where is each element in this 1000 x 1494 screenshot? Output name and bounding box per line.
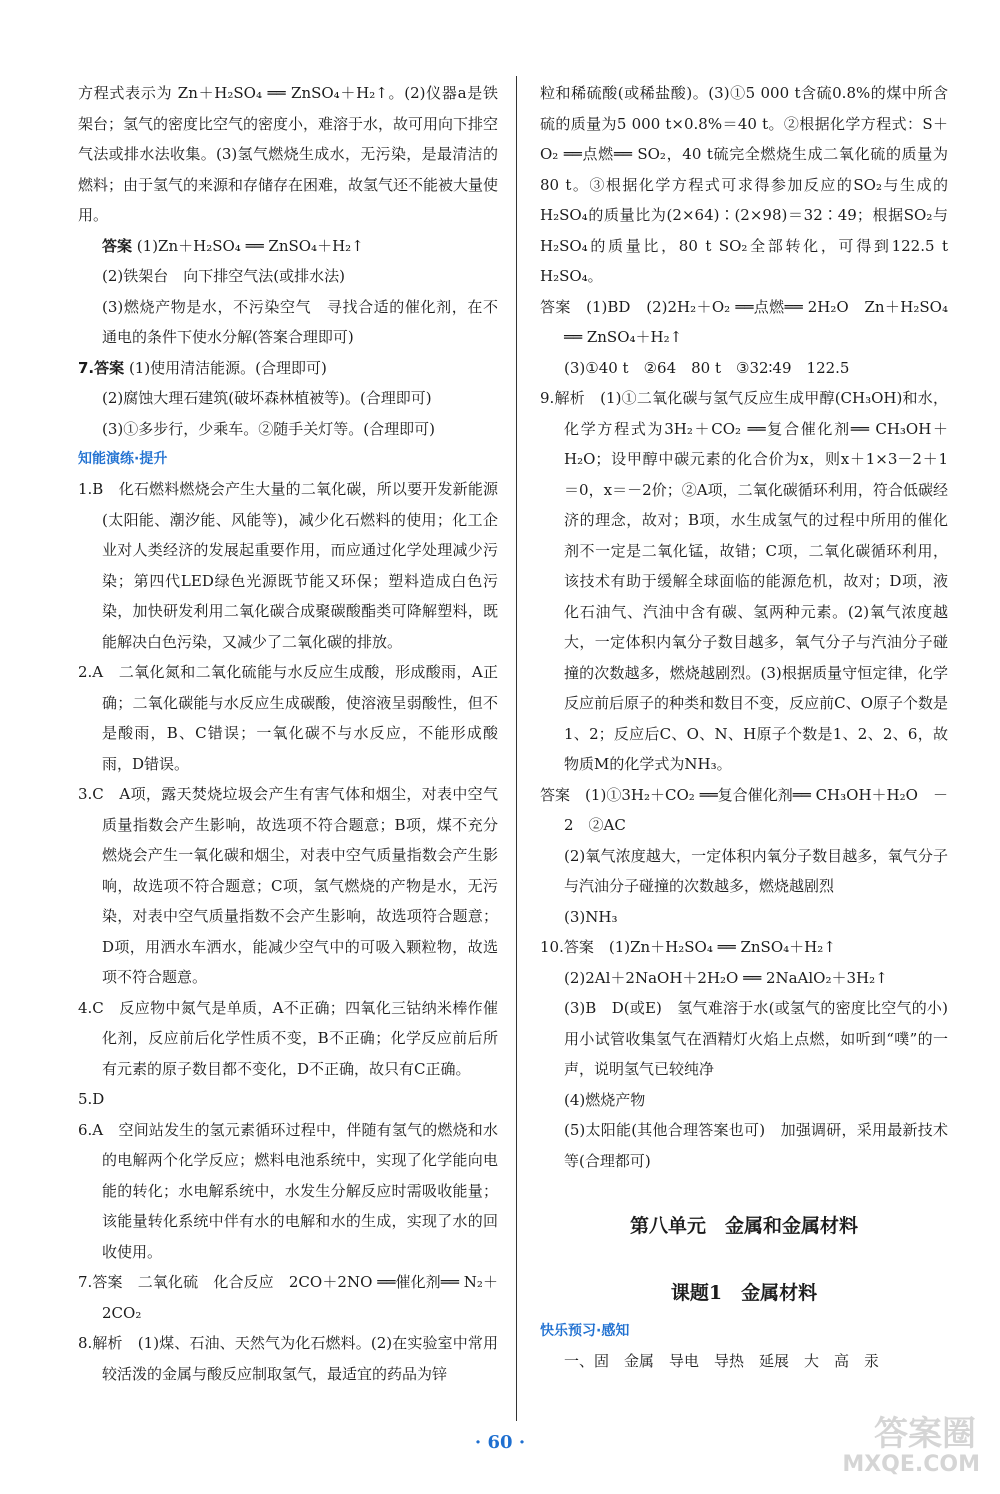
answer-q7-line1 xyxy=(78,353,498,384)
item-10-line1: 10.答案 (1)Zn＋H₂SO₄ ══ ZnSO₄＋H₂↑ xyxy=(540,938,836,956)
item-7b: 7.答案 二氧化硫 化合反应 2CO＋2NO ══催化剂══ N₂＋2CO₂ xyxy=(78,1273,498,1322)
answer-q8-line2: (3)①40 t ②64 80 t ③32∶49 122.5 xyxy=(564,358,850,377)
answer-q6-line2: (2)铁架台 向下排空气法(或排水法) xyxy=(102,267,345,285)
section-title-preview: 快乐预习·感知 xyxy=(540,1323,630,1339)
answer-q8-line1: 答案 (1)BD (2)2H₂＋O₂ ══点燃══ 2H₂O Zn＋H₂SO₄ ══ ZnSO₄＋H₂↑ xyxy=(540,297,948,346)
section-title-practice: 知能演练·提升 xyxy=(78,451,168,467)
answer-q7-line3: (3)①多步行，少乘车。②随手关灯等。(合理即可) xyxy=(102,419,435,438)
answer-label: 答案 xyxy=(94,358,125,377)
paragraph-q8-continued: 粒和稀硫酸(或稀盐酸)。(3)①5 000 t含硫0.8%的煤中所含硫的质量为5 000 t×0.8%＝40 t。②根据化学方程式：S＋O₂ ══点燃══ SO₂，40 t硫完全燃烧生成二氧化硫的质量为80 t。③根据化学方程式可求得参加反应的SO₂与生成的H₂SO₄的质量比为(2×64)∶(2×98)＝32∶49；根据SO₂与H₂SO₄的质量比，80 t SO₂全部转化，可得到122.5 t H₂SO₄。 xyxy=(540,84,948,285)
unit-title: 第八单元 金属和金属材料 xyxy=(629,1215,858,1237)
answer-text: (1)Zn＋H₂SO₄ ══ ZnSO₄＋H₂↑ xyxy=(136,236,364,255)
answer-label: 答案 xyxy=(102,236,133,255)
item-8: 8.解析 (1)煤、石油、天然气为化石燃料。(2)在实验室中常用较活泼的金属与酸反应制取氢气，最适宜的药品为锌 xyxy=(78,1334,498,1383)
answer-q6-line3: (3)燃烧产物是水，不污染空气 寻找合适的催化剂，在不通电的条件下使水分解(答案合理即可) xyxy=(102,297,498,346)
right-column xyxy=(540,78,964,1377)
left-column xyxy=(78,78,498,1389)
item-6: 6.A 空间站发生的氢元素循环过程中，伴随有氢气的燃烧和水的电解两个化学反应；燃料电池系统中，实现了化学能向电能的转化；水电解系统中，水发生分解反应时需吸收能量；该能量转化系统中伴有水的电解和水的生成，实现了水的回收使用。 xyxy=(78,1120,498,1261)
lesson-title: 课题1 金属材料 xyxy=(670,1282,818,1304)
column-divider xyxy=(516,76,517,1421)
answer-q9-line2: (2)氧气浓度越大，一定体积内氧分子数目越多，氧气分子与汽油分子碰撞的次数越多，燃烧越剧烈 xyxy=(564,846,948,895)
answer-q7-line2: (2)腐蚀大理石建筑(破坏森林植被等)。(合理即可) xyxy=(102,389,432,407)
item-1: 1.B 化石燃料燃烧会产生大量的二氧化碳，所以要开发新能源(太阳能、潮汐能、风能等)，减少化石燃料的使用；化工企业对人类经济的发展起重要作用，而应通过化学处理减少污染；第四代LED绿色光源既节能又环保；塑料造成白色污染，加快研发利用二氧化碳合成聚碳酸酯类可降解塑料，既能解决白色污染，又减少了二氧化碳的排放。 xyxy=(78,480,498,651)
item-5: 5.D xyxy=(78,1090,105,1108)
bullet-icon: · xyxy=(518,1432,526,1453)
watermark-text-top: 答案圈 xyxy=(874,1414,976,1454)
item-4: 4.C 反应物中氮气是单质，A不正确；四氧化三钴纳米棒作催化剂，反应前后化学性质不变，B不正确；化学反应前后所有元素的原子数目都不变化，D不正确，故只有C正确。 xyxy=(78,998,498,1078)
item-10-line2: (2)2Al＋2NaOH＋2H₂O ══ 2NaAlO₂＋3H₂↑ xyxy=(564,968,888,987)
answer-text: (1)使用清洁能源。(合理即可) xyxy=(128,358,327,377)
answer-q6-line1 xyxy=(78,231,498,262)
item-2: 2.A 二氧化氮和二氧化硫能与水反应生成酸，形成酸雨，A正确；二氧化碳能与水反应生成碳酸，使溶液呈弱酸性，但不是酸雨，B、C错误；一氧化碳不与水反应，不能形成酸雨，D错误。 xyxy=(78,663,498,773)
answer-q9-line3: (3)NH₃ xyxy=(564,907,618,926)
paragraph-q6-analysis: 方程式表示为 Zn＋H₂SO₄ ══ ZnSO₄＋H₂↑。(2)仪器a是铁架台；氢气的密度比空气的密度小，难溶于水，故可用向下排空气法或排水法收集。(3)氢气燃烧生成水，无污染，是最清洁的燃料；由于氢气的来源和存储存在困难，故氢气还不能被大量使用。 xyxy=(78,84,499,224)
answer-q9-line1: 答案 (1)①3H₂＋CO₂ ══复合催化剂══ CH₃OH＋H₂O －2 ②AC xyxy=(540,785,948,834)
question-number: 7. xyxy=(78,358,95,377)
watermark xyxy=(836,1398,986,1484)
page-number-text: 60 xyxy=(487,1432,513,1453)
watermark-text-bottom: MXQE.COM xyxy=(842,1452,980,1477)
item-10-line5: (5)太阳能(其他合理答案也可) 加强调研，采用最新技术等(合理都可) xyxy=(564,1121,948,1170)
preview-answer-line: 一、固 金属 导电 导热 延展 大 高 汞 xyxy=(564,1352,880,1370)
item-10-line3: (3)B D(或E) 氢气难溶于水(或氢气的密度比空气的小) 用小试管收集氢气在酒精灯火焰上点燃，如听到“噗”的一声，说明氢气已较纯净 xyxy=(564,999,964,1078)
bullet-icon: · xyxy=(474,1432,482,1453)
item-10-line4: (4)燃烧产物 xyxy=(564,1090,646,1109)
item-9: 9.解析 (1)①二氧化碳与氢气反应生成甲醇(CH₃OH)和水，化学方程式为3H₂＋CO₂ ══复合催化剂══ CH₃OH＋H₂O；设甲醇中碳元素的化合价为x，则x＋1×3－2＋1＝0，x＝－2价；②A项，二氧化碳循环利用，符合低碳经济的理念，故对；B项，水生成氢气的过程中所用的催化剂不一定是二氧化锰，故错；C项，二氧化碳循环利用，该技术有助于缓解全球面临的能源危机，故对；D项，液化石油气、汽油中含有碳、氢两种元素。(2)氧气浓度越大，一定体积内氧分子数目越多，氧气分子与汽油分子碰撞的次数越多，燃烧越剧烈。(3)根据质量守恒定律，化学反应前后原子的种类和数目不变，反应前C、O原子个数是1、2；反应后C、O、N、H原子个数是1、2、2、6，故物质M的化学式为NH₃。 xyxy=(540,389,948,773)
item-3: 3.C A项，露天焚烧垃圾会产生有害气体和烟尘，对表中空气质量指数会产生影响，故选项不符合题意；B项，煤不充分燃烧会产生一氧化碳和烟尘，对表中空气质量指数会产生影响，故选项不符合题意；C项，氢气燃烧的产物是水，无污染，对表中空气质量指数不会产生影响，故选项符合题意；D项，用洒水车洒水，能减少空气中的可吸入颗粒物，故选项不符合题意。 xyxy=(78,785,498,986)
